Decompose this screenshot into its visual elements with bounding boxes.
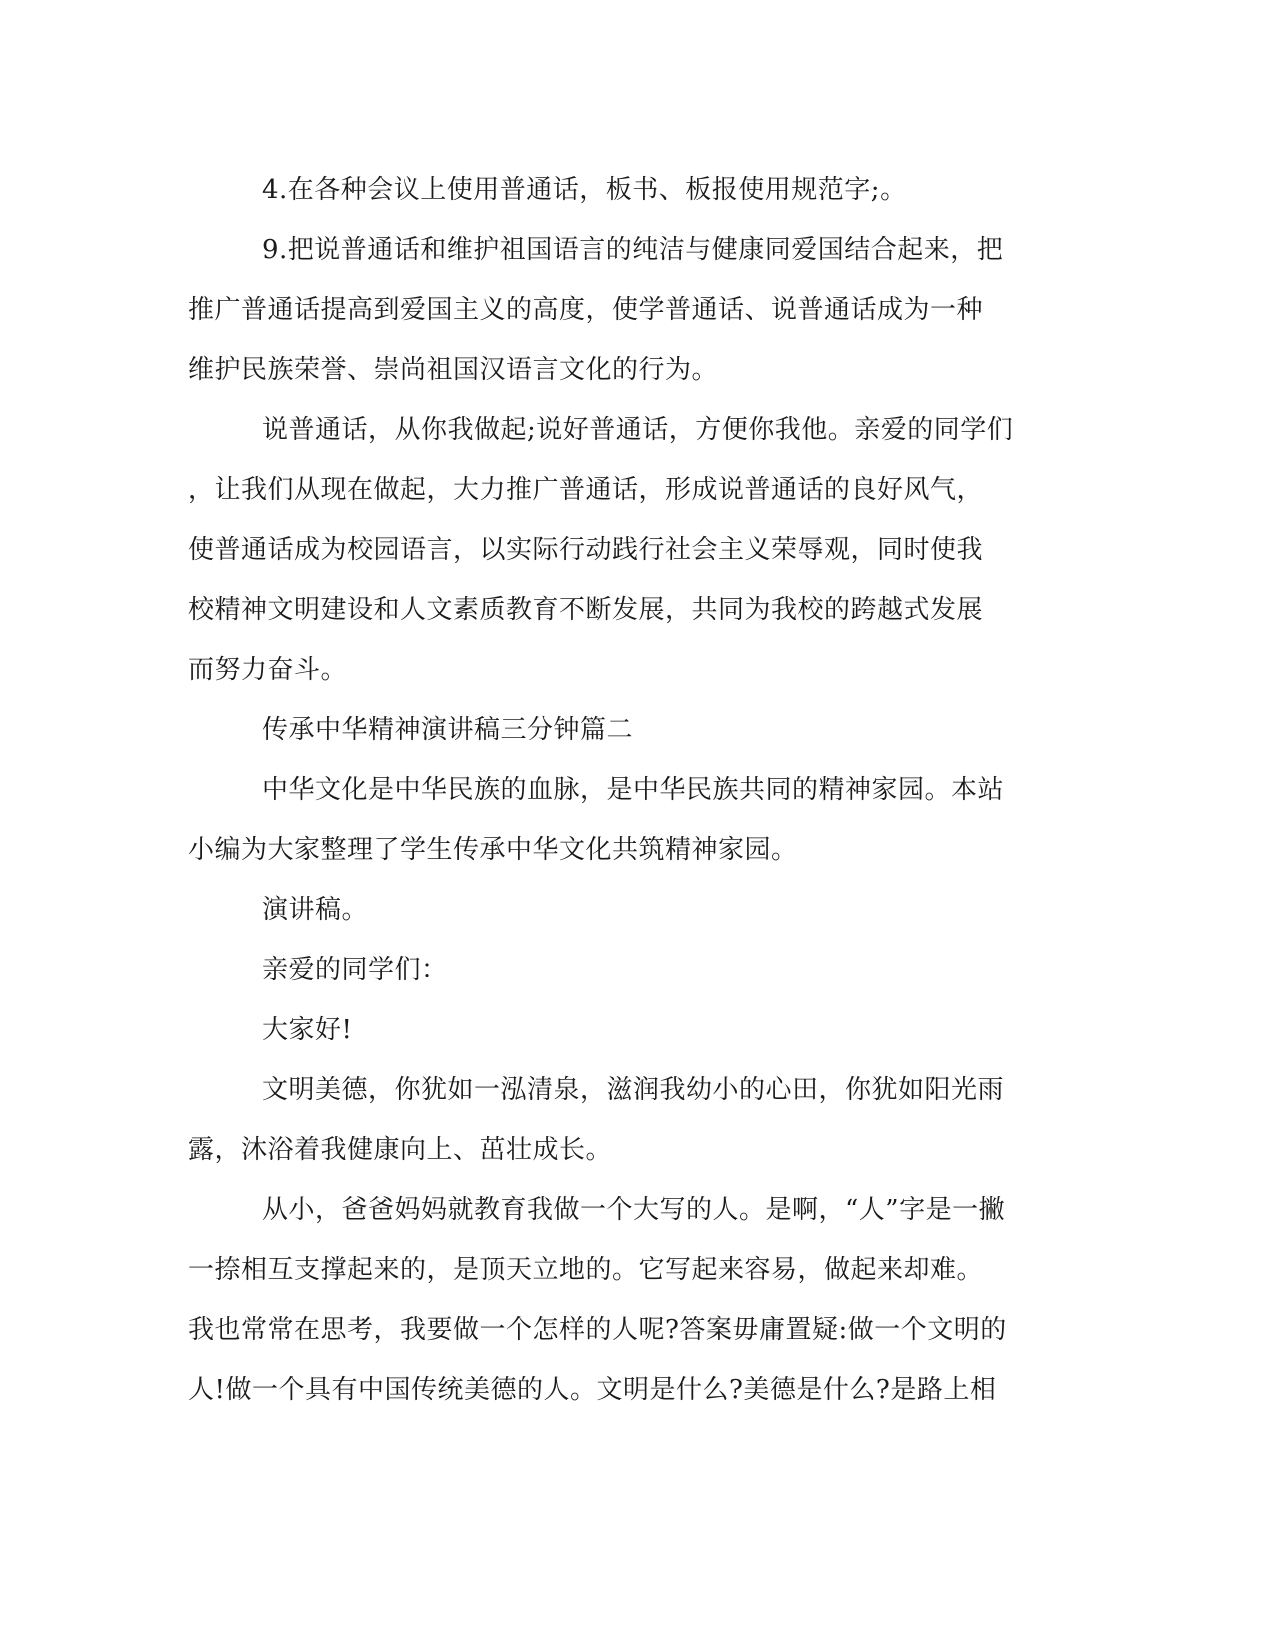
text-line: 中华文化是中华民族的血脉，是中华民族共同的精神家园。本站 xyxy=(262,775,1005,805)
greeting: 大家好! xyxy=(262,1015,353,1045)
text-line: 而努力奋斗。 xyxy=(188,655,348,685)
text-line: 从小，爸爸妈妈就教育我做一个大写的人。是啊，“人”字是一撇 xyxy=(262,1195,1006,1225)
text-line: 人!做一个具有中国传统美德的人。文明是什么?美德是什么?是路上相 xyxy=(188,1375,997,1405)
text-line: ，让我们从现在做起，大力推广普通话，形成说普通话的良好风气， xyxy=(188,475,984,505)
text-line: 小编为大家整理了学生传承中华文化共筑精神家园。 xyxy=(188,835,798,865)
text-line: 露，沐浴着我健康向上、茁壮成长。 xyxy=(188,1135,613,1165)
text-line: 我也常常在思考，我要做一个怎样的人呢?答案毋庸置疑:做一个文明的 xyxy=(188,1315,1007,1345)
text-line: 校精神文明建设和人文素质教育不断发展，共同为我校的跨越式发展 xyxy=(188,595,984,625)
text-line: 使普通话成为校园语言，以实际行动践行社会主义荣辱观，同时使我 xyxy=(188,535,984,565)
section-heading: 传承中华精神演讲稿三分钟篇二 xyxy=(262,715,634,745)
text-line: 维护民族荣誉、崇尚祖国汉语言文化的行为。 xyxy=(188,355,719,385)
text-line: 文明美德，你犹如一泓清泉，滋润我幼小的心田，你犹如阳光雨 xyxy=(262,1075,1005,1105)
salutation: 亲爱的同学们： xyxy=(262,955,448,985)
text-line: 推广普通话提高到爱国主义的高度，使学普通话、说普通话成为一种 xyxy=(188,295,984,325)
text-line: 说普通话，从你我做起;说好普通话，方便你我他。亲爱的同学们 xyxy=(262,415,1014,445)
text-line: 一捺相互支撑起来的，是顶天立地的。它写起来容易，做起来却难。 xyxy=(188,1255,984,1285)
text-line: 4.在各种会议上使用普通话，板书、板报使用规范字;。 xyxy=(262,175,907,205)
text-line: 9.把说普通话和维护祖国语言的纯洁与健康同爱国结合起来，把 xyxy=(262,235,1004,265)
text-line: 演讲稿。 xyxy=(262,895,369,925)
